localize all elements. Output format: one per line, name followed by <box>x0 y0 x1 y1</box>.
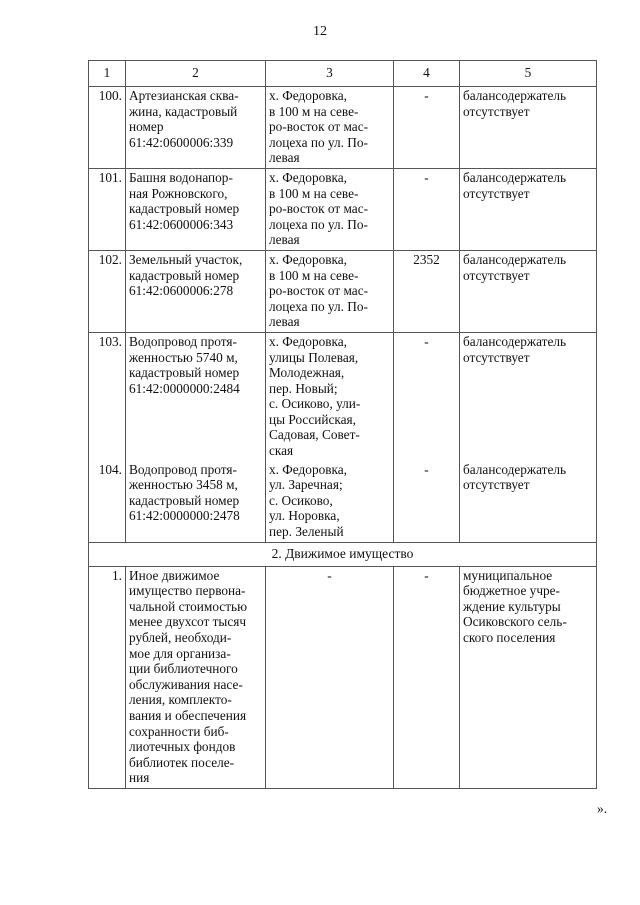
property-holder: балансодержатель отсутствует <box>460 250 597 332</box>
property-name: Артезианская сква- жина, кадастровый номер 61:42:0600006:339 <box>126 87 266 169</box>
row-number: 1. <box>89 566 126 788</box>
property-name: Иное движимое имущество первона- чальной стоимостью менее двухсот тысяч рублей, необходи- мое для организа- ции библиотечного обслуживания насе- ления, комплекто- вания и обеспечения сохранности биб- лиотечных фондов библиотек поселе- ния <box>126 566 266 788</box>
property-holder: балансодержатель отсутствует <box>460 461 597 542</box>
row-number: 101. <box>89 168 126 250</box>
property-name: Башня водонапор- ная Рожновского, кадастровый номер 61:42:0600006:343 <box>126 168 266 250</box>
property-name: Земельный участок, кадастровый номер 61:42:0600006:278 <box>126 250 266 332</box>
row-number: 104. <box>89 461 126 542</box>
property-area: - <box>394 332 460 460</box>
table-row <box>89 461 597 542</box>
column-header: 2 <box>126 61 266 87</box>
property-name: Водопровод протя- женностью 5740 м, кадастровый номер 61:42:0000000:2484 <box>126 332 266 460</box>
property-address: х. Федоровка, в 100 м на севе- ро-восток от мас- лоцеха по ул. По- левая <box>266 87 394 169</box>
property-register-table <box>88 60 597 789</box>
table-row <box>89 168 597 250</box>
section-title: 2. Движимое имущество <box>89 542 597 566</box>
table-row <box>89 332 597 460</box>
property-address: - <box>266 566 394 788</box>
table-row <box>89 87 597 169</box>
row-number: 102. <box>89 250 126 332</box>
column-header: 5 <box>460 61 597 87</box>
row-number: 103. <box>89 332 126 460</box>
column-header: 1 <box>89 61 126 87</box>
page-number: 12 <box>313 24 327 39</box>
property-holder: балансодержатель отсутствует <box>460 168 597 250</box>
property-area: - <box>394 168 460 250</box>
property-holder: балансодержатель отсутствует <box>460 87 597 169</box>
column-header: 3 <box>266 61 394 87</box>
property-address: х. Федоровка, в 100 м на севе- ро-восток от мас- лоцеха по ул. По- левая <box>266 250 394 332</box>
table-header-row <box>89 61 597 87</box>
row-number: 100. <box>89 87 126 169</box>
property-name: Водопровод протя- женностью 3458 м, кадастровый номер 61:42:0000000:2478 <box>126 461 266 542</box>
property-holder: муниципальное бюджетное учре- ждение культуры Осиковского сель- ского поселения <box>460 566 597 788</box>
property-area: - <box>394 566 460 788</box>
property-area: 2352 <box>394 250 460 332</box>
property-address: х. Федоровка, улицы Полевая, Молодежная, пер. Новый; с. Осиково, ули- цы Российская, Садовая, Совет- ская <box>266 332 394 460</box>
property-address: х. Федоровка, в 100 м на севе- ро-восток от мас- лоцеха по ул. По- левая <box>266 168 394 250</box>
property-area: - <box>394 87 460 169</box>
property-holder: балансодержатель отсутствует <box>460 332 597 460</box>
property-area: - <box>394 461 460 542</box>
table-row <box>89 566 597 788</box>
section-header-row <box>89 542 597 566</box>
closing-quote-mark: ». <box>597 801 608 816</box>
table-row <box>89 250 597 332</box>
column-header: 4 <box>394 61 460 87</box>
property-address: х. Федоровка, ул. Заречная; с. Осиково, ул. Норовка, пер. Зеленый <box>266 461 394 542</box>
